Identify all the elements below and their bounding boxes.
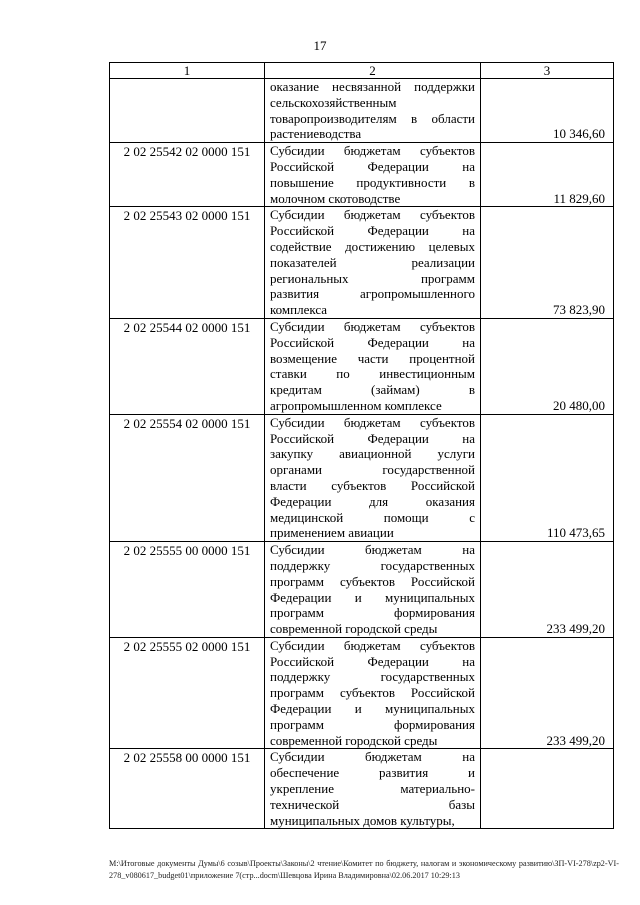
description-line: Федерации для оказания bbox=[270, 493, 475, 509]
description-line: Субсидии бюджетам субъектов bbox=[270, 637, 475, 653]
description-line: Субсидии бюджетам субъектов bbox=[270, 414, 475, 430]
amount: 233 499,20 bbox=[481, 542, 614, 638]
column-header-2: 2 bbox=[265, 63, 481, 79]
column-header-3: 3 bbox=[481, 63, 614, 79]
description-line: Субсидии бюджетам субъектов bbox=[270, 143, 475, 159]
description-line: поддержку государственных bbox=[270, 669, 475, 685]
amount: 10 346,60 bbox=[481, 79, 614, 143]
description-line: применением авиации bbox=[270, 525, 394, 541]
page-number: 17 bbox=[313, 38, 327, 53]
table-row bbox=[110, 749, 614, 829]
table-row bbox=[110, 207, 614, 319]
amount: 20 480,00 bbox=[481, 318, 614, 414]
description bbox=[265, 143, 481, 207]
table-row bbox=[110, 79, 614, 143]
description-line: программ формирования bbox=[270, 605, 475, 621]
description-line: Российской Федерации на bbox=[270, 430, 475, 446]
amount: 233 499,20 bbox=[481, 637, 614, 749]
description-line: показателей реализации bbox=[270, 254, 475, 270]
description-line: Субсидии бюджетам субъектов bbox=[270, 207, 475, 223]
description-line: ставки по инвестиционным bbox=[270, 366, 475, 382]
description bbox=[265, 637, 481, 749]
description-line: Субсидии бюджетам на bbox=[270, 542, 475, 558]
description-line: органами государственной bbox=[270, 462, 475, 478]
table-row bbox=[110, 143, 614, 207]
description-line: содействие достижению целевых bbox=[270, 238, 475, 254]
description bbox=[265, 79, 481, 143]
description bbox=[265, 749, 481, 829]
budget-code: 2 02 25554 02 0000 151 bbox=[110, 414, 265, 541]
header-row bbox=[110, 63, 614, 79]
description-line: растениеводства bbox=[270, 126, 362, 142]
description-line: оказание несвязанной поддержки bbox=[270, 79, 475, 94]
description-line: Федерации и муниципальных bbox=[270, 701, 475, 717]
description-line: укрепление материально- bbox=[270, 781, 475, 797]
amount: 73 823,90 bbox=[481, 207, 614, 319]
description-line: современной городской среды bbox=[270, 621, 438, 637]
budget-code: 2 02 25544 02 0000 151 bbox=[110, 318, 265, 414]
description-line: Российской Федерации на bbox=[270, 223, 475, 239]
description-line: муниципальных домов культуры, bbox=[270, 812, 455, 828]
table-row bbox=[110, 542, 614, 638]
description-line: Российской Федерации на bbox=[270, 158, 475, 174]
description-line: закупку авиационной услуги bbox=[270, 446, 475, 462]
description-line: товаропроизводителям в области bbox=[270, 110, 475, 126]
table-row bbox=[110, 637, 614, 749]
description-line: технической базы bbox=[270, 796, 475, 812]
description-line: развития агропромышленного bbox=[270, 286, 475, 302]
budget-code: 2 02 25543 02 0000 151 bbox=[110, 207, 265, 319]
description-line: региональных программ bbox=[270, 270, 475, 286]
description-line: повышение продуктивности в bbox=[270, 174, 475, 190]
description-line: поддержку государственных bbox=[270, 557, 475, 573]
description-line: современной городской среды bbox=[270, 732, 438, 748]
description-line: возмещение части процентной bbox=[270, 350, 475, 366]
file-path-footer: М:\Итоговые документы Думы\6 созыв\Проекты\Законы\2 чтение\Комитет по бюджету, налогам и экономическому развитию\ЗП-VI-278\zp2-VI-278_v080617_budget01\приложение 7(стр...docm\Шевцова Ирина Владимировна\02.06.2017 10:29:13 bbox=[109, 859, 619, 880]
description-line: кредитам (займам) в bbox=[270, 382, 475, 398]
column-header-1: 1 bbox=[110, 63, 265, 79]
description bbox=[265, 318, 481, 414]
budget-code: 2 02 25558 00 0000 151 bbox=[110, 749, 265, 829]
amount: 11 829,60 bbox=[481, 143, 614, 207]
description-line: Субсидии бюджетам субъектов bbox=[270, 318, 475, 334]
description-line: комплекса bbox=[270, 302, 328, 318]
table-row bbox=[110, 414, 614, 541]
description-line: программ формирования bbox=[270, 716, 475, 732]
amount bbox=[481, 749, 614, 829]
description-line: Федерации и муниципальных bbox=[270, 589, 475, 605]
amount: 110 473,65 bbox=[481, 414, 614, 541]
budget-code bbox=[110, 79, 265, 143]
description-line: Субсидии бюджетам на bbox=[270, 749, 475, 765]
description-line: власти субъектов Российской bbox=[270, 477, 475, 493]
budget-code: 2 02 25555 02 0000 151 bbox=[110, 637, 265, 749]
budget-code: 2 02 25542 02 0000 151 bbox=[110, 143, 265, 207]
description bbox=[265, 414, 481, 541]
description-line: Российской Федерации на bbox=[270, 334, 475, 350]
description-line: программ субъектов Российской bbox=[270, 573, 475, 589]
description-line: программ субъектов Российской bbox=[270, 685, 475, 701]
description-line: сельскохозяйственным bbox=[270, 94, 397, 110]
table-row bbox=[110, 318, 614, 414]
description-line: медицинской помощи с bbox=[270, 509, 475, 525]
description-line: обеспечение развития и bbox=[270, 765, 475, 781]
budget-table bbox=[109, 62, 614, 829]
description-line: молочном скотоводстве bbox=[270, 190, 401, 206]
description-line: Российской Федерации на bbox=[270, 653, 475, 669]
description bbox=[265, 207, 481, 319]
description bbox=[265, 542, 481, 638]
description-line: агропромышленном комплексе bbox=[270, 397, 442, 413]
table-body bbox=[110, 79, 614, 829]
budget-code: 2 02 25555 00 0000 151 bbox=[110, 542, 265, 638]
